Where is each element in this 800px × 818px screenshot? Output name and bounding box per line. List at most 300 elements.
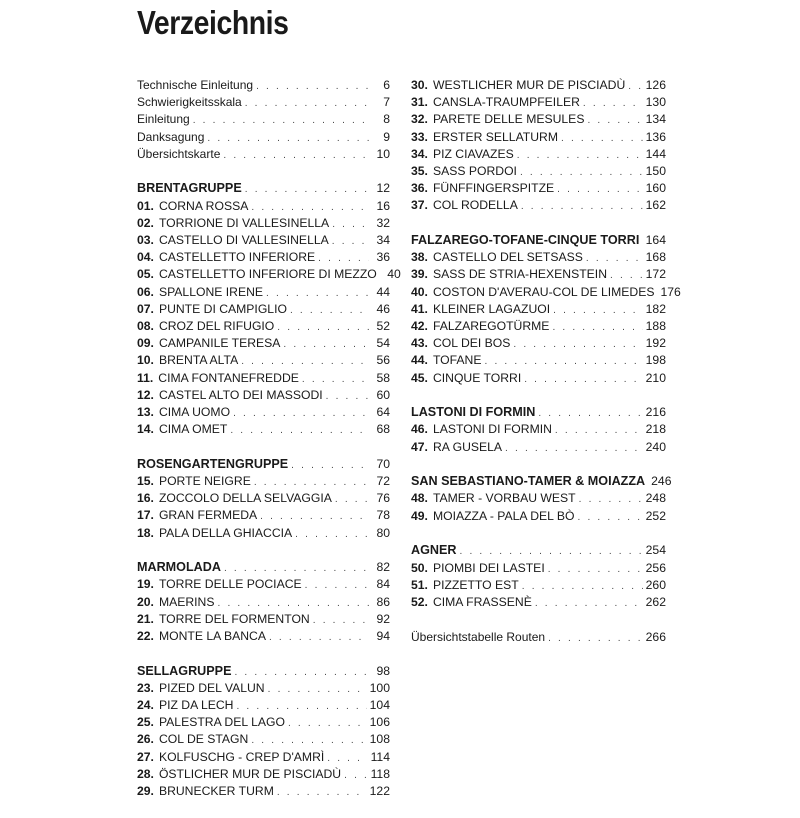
toc-page-number: 114 — [371, 749, 390, 766]
toc-group-heading[interactable] — [137, 180, 390, 197]
dot-leader — [254, 474, 369, 491]
dot-leader — [587, 112, 642, 129]
toc-entry-title: FALZAREGO-TOFANE-CINQUE TORRI — [411, 232, 639, 249]
toc-page-number: 32 — [372, 215, 390, 232]
page-title: Verzeichnis — [137, 4, 288, 42]
toc-entry-title: WESTLICHER MUR DE PISCIADÙ — [433, 77, 625, 94]
dot-leader — [234, 664, 369, 681]
toc-entry[interactable] — [137, 680, 390, 697]
toc-entry-number: 42. — [411, 318, 428, 335]
toc-entry-number: 01. — [137, 198, 154, 215]
toc-entry-title: KLEINER LAGAZUOI — [433, 301, 550, 318]
toc-entry-title: CINQUE TORRI — [433, 370, 521, 387]
toc-entry-title: LASTONI DI FORMIN — [411, 404, 535, 421]
toc-page-number: 16 — [372, 198, 390, 215]
toc-page-number: 9 — [372, 129, 390, 146]
toc-page-number: 64 — [372, 404, 390, 421]
toc-page-number: 72 — [372, 473, 390, 490]
toc-entry[interactable] — [137, 404, 390, 421]
toc-entry-number: 07. — [137, 301, 154, 318]
toc-entry[interactable] — [137, 215, 390, 232]
toc-entry-title: CROZ DEL RIFUGIO — [159, 318, 274, 335]
toc-group-heading[interactable] — [137, 663, 390, 680]
dot-leader — [548, 630, 643, 647]
dot-leader — [578, 509, 643, 526]
toc-entry[interactable] — [137, 335, 390, 352]
toc-page-number: 256 — [646, 560, 666, 577]
toc-section — [411, 404, 666, 456]
toc-entry-title: TOFANE — [433, 352, 482, 369]
toc-entry-title: FÜNFFINGERSPITZE — [433, 180, 554, 197]
toc-page-number: 10 — [372, 146, 390, 163]
dot-leader — [277, 319, 369, 336]
toc-page-number: 130 — [646, 94, 666, 111]
dot-leader — [561, 130, 643, 147]
toc-entry-title: CASTELLO DI VALLESINELLA — [159, 232, 329, 249]
toc-entry[interactable] — [137, 473, 390, 490]
toc-entry-title: SAN SEBASTIANO-TAMER & MOIAZZA — [411, 473, 645, 490]
toc-entry-title: COL DE STAGN — [159, 731, 248, 748]
toc-entry[interactable] — [137, 370, 390, 387]
toc-entry[interactable] — [411, 577, 666, 594]
toc-entry[interactable] — [137, 111, 390, 128]
dot-leader — [266, 285, 369, 302]
toc-entry-number: 26. — [137, 731, 154, 748]
toc-entry-number: 02. — [137, 215, 154, 232]
toc-entry-title: TORRE DEL FORMENTON — [159, 611, 310, 628]
dot-leader — [251, 732, 366, 749]
toc-group-heading[interactable] — [137, 559, 390, 576]
toc-page-number: 104 — [370, 697, 390, 714]
toc-entry-title: Übersichtskarte — [137, 146, 220, 163]
toc-entry[interactable] — [411, 249, 666, 266]
toc-page-number: 198 — [646, 352, 666, 369]
toc-entry-title: CIMA FONTANEFREDDE — [158, 370, 299, 387]
dot-leader — [579, 491, 643, 508]
toc-page-number: 98 — [372, 663, 390, 680]
toc-page-number: 168 — [646, 249, 666, 266]
toc-entry-title: BRENTA ALTA — [159, 352, 238, 369]
toc-page-number: 252 — [646, 508, 666, 525]
toc-page-number: 82 — [372, 559, 390, 576]
dot-leader — [193, 112, 369, 129]
dot-leader — [326, 388, 369, 405]
dot-leader — [268, 681, 367, 698]
toc-page-number: 52 — [372, 318, 390, 335]
toc-page-number: 260 — [646, 577, 666, 594]
toc-entry-title: MONTE LA BANCA — [159, 628, 266, 645]
toc-entry-number: 28. — [137, 766, 154, 783]
toc-entry-title: COL RODELLA — [433, 197, 518, 214]
toc-entry-title: CASTELLETTO INFERIORE DI MEZZO — [159, 266, 377, 283]
toc-entry-title: PIZ CIAVAZES — [433, 146, 514, 163]
dot-leader — [241, 353, 369, 370]
dot-leader — [555, 422, 643, 439]
toc-entry[interactable] — [411, 560, 666, 577]
dot-leader — [223, 147, 369, 164]
dot-leader — [459, 543, 642, 560]
toc-page-number: 76 — [372, 490, 390, 507]
dot-leader — [628, 78, 642, 95]
toc-entry[interactable] — [411, 163, 666, 180]
toc-entry-number: 51. — [411, 577, 428, 594]
toc-entry[interactable] — [137, 490, 390, 507]
toc-entry[interactable] — [411, 629, 666, 646]
toc-entry[interactable] — [137, 387, 390, 404]
dot-leader — [305, 577, 369, 594]
toc-entry-title: Einleitung — [137, 111, 190, 128]
toc-entry-title: CASTELLO DEL SETSASS — [433, 249, 583, 266]
toc-page-number: 162 — [646, 197, 666, 214]
toc-page-number: 56 — [372, 352, 390, 369]
toc-entry[interactable] — [137, 232, 390, 249]
toc-entry-title: COL DEI BOS — [433, 335, 510, 352]
toc-entry-number: 24. — [137, 697, 154, 714]
dot-leader — [335, 491, 369, 508]
toc-page-number: 122 — [370, 783, 390, 800]
toc-entry-number: 37. — [411, 197, 428, 214]
toc-entry[interactable] — [411, 111, 666, 128]
toc-page-number: 192 — [646, 335, 666, 352]
toc-entry-title: MARMOLADA — [137, 559, 221, 576]
dot-leader — [553, 302, 643, 319]
toc-entry-title: SPALLONE IRENE — [159, 284, 263, 301]
toc-entry[interactable] — [411, 318, 666, 335]
toc-entry[interactable] — [137, 611, 390, 628]
toc-entry[interactable] — [137, 749, 390, 766]
toc-entry[interactable] — [137, 266, 390, 283]
toc-page-number: 94 — [372, 628, 390, 645]
dot-leader — [586, 250, 643, 267]
toc-page-number: 12 — [372, 180, 390, 197]
toc-page-number: 40 — [383, 266, 401, 283]
toc-entry-number: 22. — [137, 628, 154, 645]
toc-entry-title: CASTEL ALTO DEI MASSODI — [159, 387, 323, 404]
dot-leader — [552, 319, 642, 336]
toc-entry-title: PIZ DA LECH — [159, 697, 234, 714]
toc-section — [411, 473, 666, 525]
toc-entry-title: CORNA ROSSA — [159, 198, 248, 215]
dot-leader — [313, 612, 369, 629]
toc-entry-number: 33. — [411, 129, 428, 146]
toc-section — [137, 663, 390, 801]
toc-entry[interactable] — [137, 198, 390, 215]
toc-entry[interactable] — [411, 508, 666, 525]
dot-leader — [513, 336, 642, 353]
toc-page-number: 84 — [372, 576, 390, 593]
toc-entry[interactable] — [411, 370, 666, 387]
toc-page-number: 216 — [646, 404, 666, 421]
toc-entry-title: ROSENGARTENGRUPPE — [137, 456, 288, 473]
toc-entry[interactable] — [411, 284, 666, 301]
toc-entry-number: 45. — [411, 370, 428, 387]
toc-section — [137, 77, 390, 163]
toc-entry-title: MAERINS — [159, 594, 215, 611]
toc-entry[interactable] — [411, 266, 666, 283]
toc-entry[interactable] — [137, 576, 390, 593]
toc-entry-title: CIMA FRASSENÈ — [433, 594, 532, 611]
dot-leader — [485, 353, 643, 370]
toc-entry-title: RA GUSELA — [433, 439, 502, 456]
toc-group-heading[interactable] — [137, 456, 390, 473]
toc-page-number: 7 — [372, 94, 390, 111]
dot-leader — [327, 750, 367, 767]
toc-entry[interactable] — [137, 697, 390, 714]
toc-page-number: 8 — [372, 111, 390, 128]
toc-entry[interactable] — [137, 507, 390, 524]
toc-entry-number: 44. — [411, 352, 428, 369]
toc-page-number: 164 — [646, 232, 666, 249]
toc-page-number: 126 — [646, 77, 666, 94]
toc-entry[interactable] — [411, 335, 666, 352]
toc-entry-number: 47. — [411, 439, 428, 456]
toc-entry-title: FALZAREGOTÜRME — [433, 318, 549, 335]
toc-entry[interactable] — [411, 490, 666, 507]
toc-page-number: 46 — [372, 301, 390, 318]
toc-entry[interactable] — [137, 525, 390, 542]
toc-entry-title: PUNTE DI CAMPIGLIO — [159, 301, 287, 318]
toc-entry-title: PALESTRA DEL LAGO — [159, 714, 285, 731]
dot-leader — [260, 508, 369, 525]
toc-entry-number: 18. — [137, 525, 154, 542]
toc-entry-number: 23. — [137, 680, 154, 697]
toc-entry[interactable] — [137, 129, 390, 146]
toc-entry-number: 50. — [411, 560, 428, 577]
toc-entry-title: PIOMBI DEI LASTEI — [433, 560, 545, 577]
toc-page-number: 100 — [370, 680, 390, 697]
dot-leader — [245, 95, 369, 112]
toc-entry-number: 25. — [137, 714, 154, 731]
dot-leader — [521, 198, 643, 215]
toc-page-number: 44 — [372, 284, 390, 301]
dot-leader — [302, 371, 369, 388]
toc-entry-number: 40. — [411, 284, 428, 301]
toc-entry-title: CIMA UOMO — [159, 404, 230, 421]
toc-entry-title: BRUNECKER TURM — [159, 783, 274, 800]
toc-entry-title: COSTON D'AVERAU-COL DE LIMEDES — [433, 284, 655, 301]
dot-leader — [245, 181, 369, 198]
toc-entry[interactable] — [411, 94, 666, 111]
dot-leader — [344, 767, 367, 784]
toc-page-number: 70 — [372, 456, 390, 473]
toc-entry-title: TORRE DELLE POCIACE — [159, 576, 302, 593]
toc-entry-number: 04. — [137, 249, 154, 266]
dot-leader — [269, 629, 369, 646]
toc-page-number: 176 — [660, 284, 678, 301]
toc-entry-title: PARETE DELLE MESULES — [433, 111, 585, 128]
toc-entry-number: 08. — [137, 318, 154, 335]
toc-entry-title: SASS PORDOI — [433, 163, 517, 180]
dot-leader — [548, 561, 643, 578]
toc-section — [411, 232, 666, 387]
toc-entry-title: PIZED DEL VALUN — [159, 680, 265, 697]
toc-page-number: 118 — [371, 766, 390, 783]
toc-page-number: 58 — [372, 370, 390, 387]
toc-entry[interactable] — [137, 783, 390, 800]
toc-page-number: 36 — [372, 249, 390, 266]
toc-entry[interactable] — [411, 129, 666, 146]
dot-leader — [224, 560, 369, 577]
toc-entry-title: CIMA OMET — [159, 421, 227, 438]
dot-leader — [256, 78, 369, 95]
toc-entry[interactable] — [137, 146, 390, 163]
toc-section — [137, 456, 390, 542]
dot-leader — [332, 216, 369, 233]
dot-leader — [538, 405, 642, 422]
toc-entry[interactable] — [411, 197, 666, 214]
toc-entry-title: PALA DELLA GHIACCIA — [159, 525, 292, 542]
dot-leader — [610, 267, 643, 284]
toc-page-number: 266 — [646, 629, 666, 646]
dot-leader — [524, 371, 642, 388]
toc-entry-title: AGNER — [411, 542, 456, 559]
toc-page-number: 188 — [646, 318, 666, 335]
toc-entry-number: 09. — [137, 335, 154, 352]
toc-entry[interactable] — [137, 628, 390, 645]
toc-group-heading[interactable] — [411, 542, 666, 559]
toc-entry[interactable] — [411, 146, 666, 163]
toc-entry[interactable] — [411, 180, 666, 197]
dot-leader — [517, 147, 643, 164]
dot-leader — [535, 595, 643, 612]
toc-section — [137, 559, 390, 645]
toc-entry-number: 35. — [411, 163, 428, 180]
toc-entry-number: 12. — [137, 387, 154, 404]
dot-leader — [557, 181, 643, 198]
toc-entry-number: 52. — [411, 594, 428, 611]
toc-entry-number: 43. — [411, 335, 428, 352]
toc-entry-number: 05. — [137, 266, 154, 283]
toc-entry-number: 34. — [411, 146, 428, 163]
toc-column-left — [137, 77, 390, 818]
toc-entry-number: 11. — [137, 370, 153, 387]
toc-group-heading[interactable] — [411, 473, 666, 490]
toc-page-number: 246 — [651, 473, 669, 490]
toc-section — [411, 77, 666, 215]
dot-leader — [277, 784, 367, 801]
toc-entry[interactable] — [137, 318, 390, 335]
toc-entry[interactable] — [137, 421, 390, 438]
toc-entry[interactable] — [137, 352, 390, 369]
toc-entry-number: 13. — [137, 404, 154, 421]
dot-leader — [217, 595, 369, 612]
dot-leader — [295, 526, 369, 543]
toc-entry[interactable] — [137, 94, 390, 111]
toc-entry-number: 49. — [411, 508, 428, 525]
toc-page-number: 6 — [372, 77, 390, 94]
toc-entry[interactable] — [411, 352, 666, 369]
toc-entry[interactable] — [137, 594, 390, 611]
dot-leader — [583, 95, 643, 112]
toc-entry-title: TAMER - VORBAU WEST — [433, 490, 576, 507]
dot-leader — [291, 457, 369, 474]
dot-leader — [505, 440, 643, 457]
toc-entry[interactable] — [137, 249, 390, 266]
toc-entry-title: SELLAGRUPPE — [137, 663, 231, 680]
toc-entry-title: TORRIONE DI VALLESINELLA — [159, 215, 329, 232]
toc-page-number: 78 — [372, 507, 390, 524]
toc-entry[interactable] — [411, 301, 666, 318]
toc-page-number: 92 — [372, 611, 390, 628]
toc-entry[interactable] — [411, 439, 666, 456]
dot-leader — [230, 422, 369, 439]
toc-entry[interactable] — [411, 77, 666, 94]
toc-entry[interactable] — [137, 301, 390, 318]
toc-column-right — [411, 77, 666, 663]
toc-group-heading[interactable] — [411, 404, 666, 421]
toc-entry-number: 10. — [137, 352, 154, 369]
toc-entry[interactable] — [411, 421, 666, 438]
toc-entry-number: 36. — [411, 180, 428, 197]
toc-entry[interactable] — [137, 731, 390, 748]
toc-entry-title: Übersichtstabelle Routen — [411, 629, 545, 646]
toc-page-number: 218 — [646, 421, 666, 438]
toc-entry-title: ZOCCOLO DELLA SELVAGGIA — [159, 490, 332, 507]
toc-entry-number: 32. — [411, 111, 428, 128]
dot-leader — [332, 233, 369, 250]
toc-entry-number: 31. — [411, 94, 428, 111]
toc-group-heading[interactable] — [411, 232, 666, 249]
dot-leader — [288, 715, 367, 732]
toc-entry-title: CASTELLETTO INFERIORE — [159, 249, 315, 266]
toc-entry[interactable] — [411, 594, 666, 611]
toc-entry-number: 38. — [411, 249, 428, 266]
toc-entry-title: Technische Einleitung — [137, 77, 253, 94]
toc-entry-title: BRENTAGRUPPE — [137, 180, 242, 197]
toc-entry-title: Danksagung — [137, 129, 204, 146]
toc-entry-number: 03. — [137, 232, 154, 249]
toc-page-number: 86 — [372, 594, 390, 611]
toc-page-number: 182 — [646, 301, 666, 318]
toc-entry-number: 15. — [137, 473, 154, 490]
dot-leader — [233, 405, 369, 422]
toc-entry-number: 27. — [137, 749, 154, 766]
toc-entry-title: ÖSTLICHER MUR DE PISCIADÙ — [159, 766, 341, 783]
toc-page-number: 150 — [646, 163, 666, 180]
toc-page-number: 80 — [372, 525, 390, 542]
toc-entry-number: 30. — [411, 77, 428, 94]
toc-page-number: 240 — [646, 439, 666, 456]
toc-section — [137, 180, 390, 438]
toc-entry[interactable] — [137, 284, 390, 301]
toc-page-number: 134 — [646, 111, 666, 128]
dot-leader — [207, 130, 369, 147]
toc-entry[interactable] — [137, 766, 390, 783]
toc-entry[interactable] — [137, 714, 390, 731]
toc-page-number: 172 — [646, 266, 666, 283]
toc-page-number: 262 — [646, 594, 666, 611]
toc-entry-number: 46. — [411, 421, 428, 438]
dot-leader — [251, 199, 369, 216]
toc-entry[interactable] — [137, 77, 390, 94]
toc-entry-title: CAMPANILE TERESA — [159, 335, 280, 352]
toc-page-number: 108 — [370, 731, 390, 748]
toc-page-number: 136 — [646, 129, 666, 146]
toc-entry-title: ERSTER SELLATURM — [433, 129, 558, 146]
toc-page-number: 144 — [646, 146, 666, 163]
toc-page-number: 248 — [646, 490, 666, 507]
toc-entry-number: 20. — [137, 594, 154, 611]
toc-entry-number: 21. — [137, 611, 154, 628]
toc-page-number: 106 — [370, 714, 390, 731]
toc-entry-title: Schwierigkeitsskala — [137, 94, 242, 111]
toc-entry-title: LASTONI DI FORMIN — [433, 421, 552, 438]
toc-entry-number: 06. — [137, 284, 154, 301]
toc-page-number: 60 — [372, 387, 390, 404]
dot-leader — [290, 302, 369, 319]
toc-entry-number: 41. — [411, 301, 428, 318]
toc-entry-title: PORTE NEIGRE — [159, 473, 251, 490]
